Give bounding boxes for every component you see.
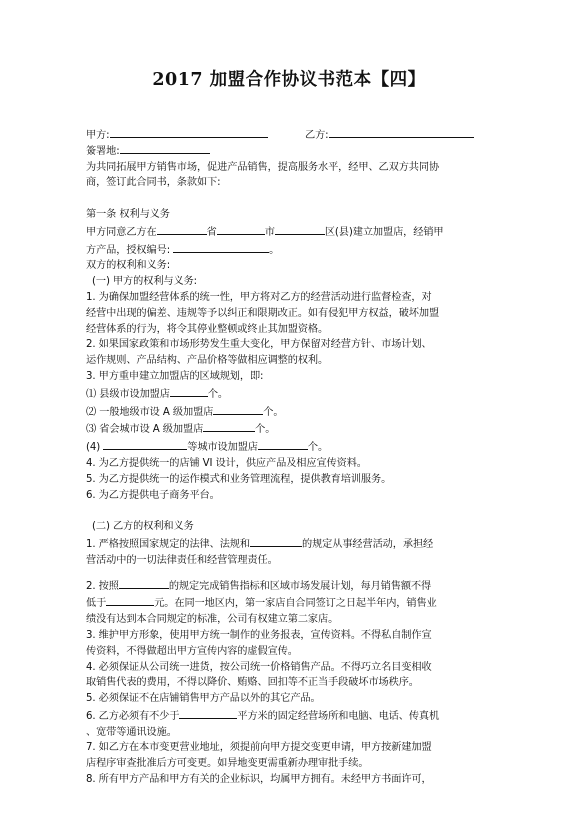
- sales-amount-blank: [106, 594, 154, 606]
- document-body: [86, 126, 496, 788]
- region-plan-label: ⑵ 一般地级市设 A 级加盟店: [86, 406, 214, 418]
- district-label: 区(县)建立加盟店，经销甲: [324, 226, 444, 238]
- party-b-item-2-cont: 绩没有达到本合同规定的标准，公司有权建立第二家店。: [86, 614, 339, 626]
- party-b-item-6-cont: 、宽带等通讯设施。: [86, 726, 177, 738]
- region-plan-index: (4): [86, 442, 104, 454]
- regulation-blank: [250, 535, 302, 547]
- party-row: [86, 126, 496, 142]
- party-b-item-2-cont: [86, 594, 496, 612]
- party-a-blank: [110, 126, 268, 138]
- sign-place-field: [86, 142, 496, 160]
- party-a-item-4: 4. 为乙方提供统一的店铺 VI 设计，供应产品及相应宣传资料。: [86, 457, 367, 469]
- province-blank: [157, 223, 207, 235]
- rights-intro: 双方的权利和义务:: [86, 260, 171, 272]
- party-b-item-2: [86, 577, 496, 595]
- prefecture-count-blank: [213, 403, 263, 415]
- item-text: 低于: [86, 598, 107, 610]
- spacer: [86, 191, 496, 207]
- item-text: 的规定从事经营活动，承担经: [301, 538, 434, 550]
- count-unit: 个。: [307, 442, 329, 454]
- city-label: 市: [264, 226, 275, 238]
- document-title: 2017 加盟合作协议书范本【四】: [152, 70, 426, 90]
- party-a-item-5: 5. 为乙方提供统一的运作模式和业务管理流程，提供教育培训服务。: [86, 473, 392, 485]
- party-a-item-6: 6. 为乙方提供电子商务平台。: [86, 489, 220, 501]
- region-plan-capital: [86, 420, 496, 438]
- party-b-item-1: [86, 535, 496, 553]
- item-text: 2. 按照: [86, 580, 119, 592]
- district-blank: [275, 223, 325, 235]
- count-unit: 个。: [207, 388, 229, 400]
- authorization-line-2: [86, 241, 496, 259]
- party-b-item-3-cont: 传资料，不得做超出甲方宣传内容的虚假宣传。: [86, 645, 298, 657]
- party-a-item-2: 2. 如果国家政策和市场形势发生重大变化，甲方保留对经营方针、市场计划、: [86, 339, 432, 351]
- article-1-heading: 第一条 权利与义务: [86, 208, 170, 220]
- party-b-blank: [329, 126, 474, 138]
- party-a-item-1-cont: 经营体系的行为，将令其停业整顿或终止其加盟资格。: [86, 323, 329, 335]
- party-b-item-6: [86, 707, 496, 725]
- party-a-section-heading: (一) 甲方的权利与义务:: [92, 276, 198, 288]
- item-text: 6. 乙方必须有不少于: [86, 710, 180, 722]
- party-b-item-4-cont: 取销售代表的费用，不得以降价、贿赂、回扣等不正当手段破坏市场秩序。: [86, 677, 419, 689]
- party-a-item-2-cont: 运作规则、产品结构、产品价格等做相应调整的权利。: [86, 355, 329, 367]
- rule-blank: [119, 577, 169, 589]
- spacer: [86, 503, 496, 519]
- province-label: 省: [206, 226, 217, 238]
- region-plan-label: 等城市设加盟店: [187, 442, 258, 454]
- license-number-label: 方产品，授权编号:: [86, 244, 174, 256]
- period: 。: [269, 244, 280, 256]
- party-b-label: 乙方:: [305, 130, 329, 141]
- authorization-text: 甲方同意乙方在: [86, 226, 157, 238]
- party-a-item-1: 1. 为确保加盟经营体系的统一性，甲方将对乙方的经营活动进行监督检查，对: [86, 291, 432, 303]
- region-plan-label: ⑶ 省会城市设 A 级加盟店: [86, 424, 204, 436]
- sign-place-label: 簽署地:: [86, 145, 120, 157]
- item-text: 平方米的固定经营场所和电脑、电话、传真机: [237, 710, 440, 722]
- party-b-item-3: 3. 维护甲方形象，使用甲方统一制作的业务报表，宣传资料。不得私自制作宣: [86, 629, 432, 641]
- count-unit: 个。: [255, 424, 276, 436]
- intro-line-2: 商，签订此合同书，条款如下:: [86, 177, 221, 189]
- party-b-field: [305, 126, 474, 144]
- party-b-item-7-cont: 店程序审查批准后方可变更。如异地变更需重新办理审批手续。: [86, 758, 369, 770]
- region-plan-prefecture: [86, 403, 496, 421]
- other-city-blank: [103, 438, 187, 450]
- spacer: [86, 569, 496, 577]
- region-plan-county: [86, 385, 496, 403]
- authorization-line-1: [86, 223, 496, 241]
- intro-line-1: 为共同拓展甲方销售市场，促进产品销售，提高服务水平，经甲、乙双方共同协: [86, 161, 440, 173]
- party-a-item-3: 3. 甲方重申建立加盟店的区域规划，即:: [86, 370, 264, 382]
- license-number-blank: [173, 241, 269, 253]
- item-text: 元。在同一地区内，第一家店自合同签订之日起半年内，销售业: [154, 598, 437, 610]
- party-b-section-heading: (二) 乙方的权利和义务: [92, 521, 194, 533]
- count-unit: 个。: [263, 406, 284, 418]
- party-b-item-5: 5. 必须保证不在店铺销售甲方产品以外的其它产品。: [86, 693, 321, 705]
- area-blank: [179, 707, 237, 719]
- county-count-blank: [170, 385, 208, 397]
- region-plan-label: ⑴ 县级市设加盟店: [86, 388, 170, 400]
- region-plan-other: [86, 438, 496, 456]
- party-b-item-7: 7. 如乙方在本市变更营业地址，须提前向甲方提交变更申请，甲方按新建加盟: [86, 742, 432, 754]
- party-b-item-1-cont: 营活动中的一切法律责任和经营管理责任。: [86, 554, 278, 566]
- party-b-item-4: 4. 必须保证从公司统一进货，按公司统一价格销售产品。不得巧立名目变相收: [86, 661, 432, 673]
- party-b-item-8: 8. 所有甲方产品和甲方有关的企业标识，均属甲方拥有。未经甲方书面许可，: [86, 774, 432, 786]
- item-text: 的规定完成销售指标和区域市场发展计划，每月销售额不得: [168, 580, 432, 592]
- party-a-item-1-cont: 经营中出现的偏差、违规等予以纠正和限期改正。如有侵犯甲方权益，破坏加盟: [86, 307, 440, 319]
- party-a-label: 甲方:: [86, 130, 110, 141]
- item-text: 1. 严格按照国家规定的法律、法规和: [86, 538, 250, 550]
- other-count-blank: [258, 438, 308, 450]
- party-a-field: [86, 126, 268, 144]
- capital-count-blank: [203, 420, 255, 432]
- city-blank: [217, 223, 265, 235]
